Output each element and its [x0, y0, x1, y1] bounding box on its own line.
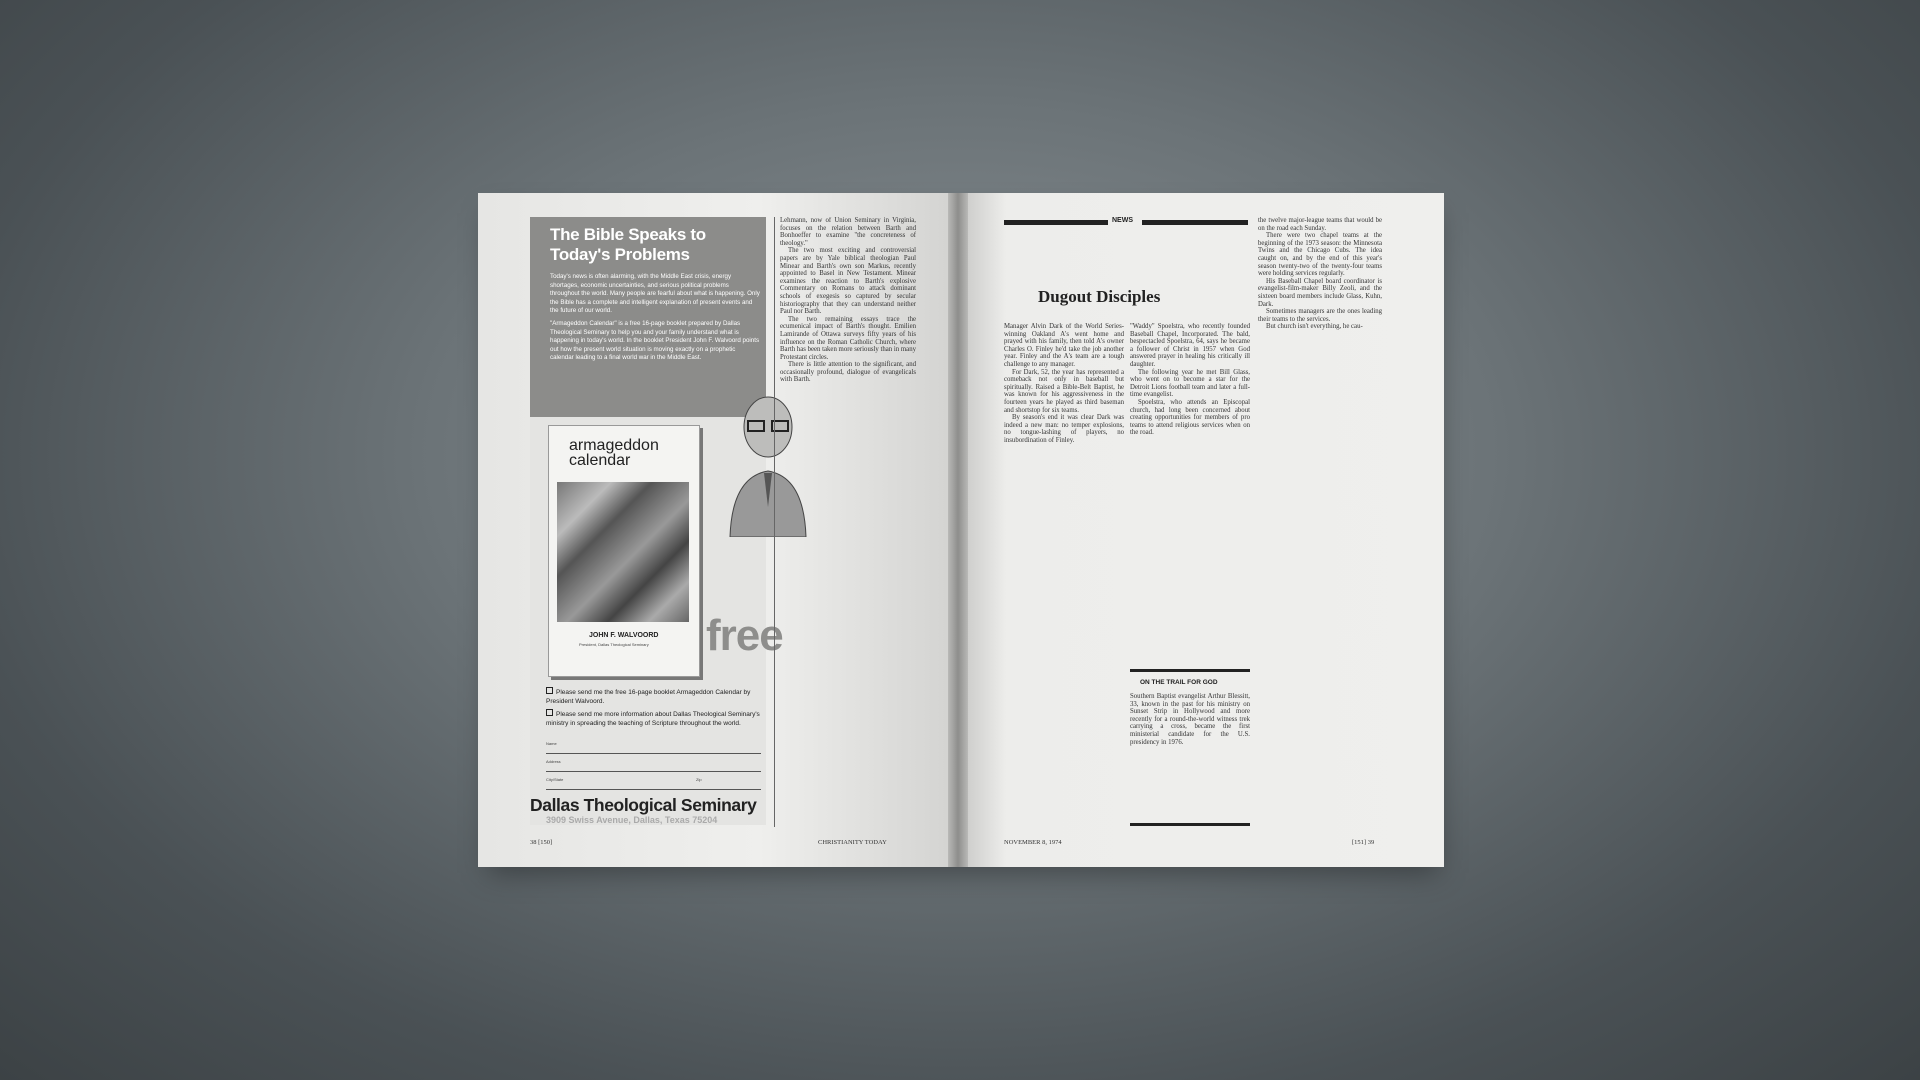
article-headline: Dugout Disciples — [1038, 287, 1161, 306]
name-field[interactable] — [546, 741, 761, 754]
article-paragraph: By season's end it was clear Dark was indeed a new man: no temper explosions, no tongue-lashing of players, no insubordination of Finley. — [1004, 414, 1124, 444]
coupon-option-text: Please send me more information about Dallas Theological Seminary's ministry in spreading the teaching of Scripture throughout the world. — [546, 711, 760, 727]
ad-title: The Bible Speaks to Today's Problems — [550, 225, 706, 264]
section-label: NEWS — [1112, 217, 1133, 224]
free-label: free — [706, 611, 783, 660]
news-column-2 — [1130, 323, 1250, 543]
seminary-name: Dallas Theological Seminary — [530, 795, 757, 815]
left-page — [478, 193, 948, 867]
sidebar-paragraph: Southern Baptist evangelist Arthur Blessitt, 33, known in the past for his ministry on Sunset Strip in Hollywood and more recently for a round-the-world witness trek carrying a cross, became the first ministerial candidate for the U.S. presidency in 1976. — [1130, 693, 1250, 746]
seminary-address: 3909 Swiss Avenue, Dallas, Texas 75204 — [546, 815, 718, 825]
coupon-option[interactable] — [546, 687, 761, 706]
checkbox-icon[interactable] — [546, 709, 553, 716]
name-label: Name — [546, 741, 557, 746]
column-rule — [774, 217, 775, 827]
booklet-author-title: President, Dallas Theological Seminary — [579, 642, 649, 647]
magazine-spread — [478, 193, 1444, 867]
article-paragraph: There were two chapel teams at the beginning of the 1973 season: the Minnesota Twins and the Chicago Cubs. The idea caught on, and by the end of this year's season twenty-two of the twenty-four teams were holding services regularly. — [1258, 232, 1382, 278]
coupon-checkboxes — [546, 687, 761, 731]
news-column-1 — [1004, 323, 1124, 823]
magazine-name: CHRISTIANITY TODAY — [818, 839, 887, 846]
coupon-option-text: Please send me the free 16-page booklet Armageddon Calendar by President Walvoord. — [546, 689, 751, 705]
ad-body-paragraph: Today's news is often alarming, with the Middle East crisis, energy shortages, economic uncertainties, and serious political problems throughout the world. Many people are fearful about what is happening. Only the Bible has a complete and intelligent explanation of present events and the future of our world. — [550, 273, 760, 315]
sidebar-rule-top — [1130, 669, 1250, 672]
checkbox-icon[interactable] — [546, 687, 553, 694]
zip-label: Zip — [696, 777, 702, 782]
page-number-right: [151] 39 — [1352, 839, 1375, 846]
article-paragraph: Spoelstra, who attends an Episcopal church, had long been concerned about creating opportunities for members of pro teams to attend religious services when on the road. — [1130, 398, 1250, 437]
article-column — [780, 217, 916, 829]
sidebar-heading: ON THE TRAIL FOR GOD — [1140, 679, 1218, 686]
address-field[interactable] — [546, 759, 761, 772]
armageddon-calendar-booklet — [548, 425, 700, 677]
news-rule-left — [1004, 220, 1108, 225]
issue-date: NOVEMBER 8, 1974 — [1004, 839, 1062, 846]
article-paragraph: Lehmann, now of Union Seminary in Virginia, focuses on the relation between Barth and Bonhoeffer to examine "the concreteness of theology." — [780, 217, 916, 247]
right-page — [968, 193, 1444, 867]
article-paragraph: "Waddy" Spoelstra, who recently founded Baseball Chapel, Incorporated. The bald, bespectacled Spoelstra, 64, says he became a follower of Christ in 1957 when God answered prayer in healing his critically ill daughter. — [1130, 323, 1250, 368]
article-paragraph: The two most exciting and controversial papers are by Yale biblical theologian Paul Minear and Barth's own son Markus, recently appointed to Basel in New Testament. Minear examines the reaction to Barth's explosive Commentary on Romans to attack dominant schools of exegesis so captured by secular historiography that they can understand neither Paul nor Barth. — [780, 247, 916, 316]
booklet-author: JOHN F. WALVOORD — [589, 632, 659, 639]
article-paragraph: For Dark, 52, the year has represented a comeback not only in baseball but spiritually. Raised a Bible-Belt Baptist, he was known for his aggressiveness in the fourteen years he played as third baseman and shortstop for six teams. — [1004, 368, 1124, 414]
news-rule-right — [1142, 220, 1248, 225]
page-number-left: 38 [150] — [530, 839, 553, 846]
ad-body-paragraph: "Armageddon Calendar" is a free 16-page booklet prepared by Dallas Theological Seminary to help you and your family understand what is happening in today's world. In the booklet President John F. Walvoord points out how the present world situation is moving exactly on a prophetic calendar leading to a final world war in the Middle East. — [550, 319, 760, 362]
article-paragraph: The two remaining essays trace the ecumenical impact of Barth's thought. Emilien Lamirande of Ottawa surveys fifty years of his influence on the Roman Catholic Church, where Barth has been taken more seriously than in many Protestant circles. — [780, 315, 916, 361]
booklet-title: armageddon calendar — [569, 437, 659, 469]
news-column-3 — [1258, 217, 1382, 829]
city-label: City/State — [546, 777, 564, 782]
address-label: Address — [546, 759, 561, 764]
article-paragraph: There is little attention to the significant, and occasionally profound, dialogue of evangelicals with Barth. — [780, 361, 916, 384]
sidebar-rule-bottom — [1130, 823, 1250, 826]
sidebar-body — [1130, 693, 1250, 819]
article-paragraph: the twelve major-league teams that would be on the road each Sunday. — [1258, 217, 1382, 232]
booklet-cover-photo — [557, 482, 689, 622]
article-paragraph: The following year he met Bill Glass, who went on to become a star for the Detroit Lions football team and later a full-time evangelist. — [1130, 368, 1250, 399]
article-paragraph: Sometimes managers are the ones leading their teams to the services. — [1258, 308, 1382, 323]
spine-gutter — [948, 193, 968, 867]
article-paragraph: His Baseball Chapel board coordinator is evangelist-film-maker Billy Zeoli, and the sixteen board members include Glass, Kuhn, Dark. — [1258, 277, 1382, 308]
ad-body — [550, 273, 760, 367]
article-paragraph: But church isn't everything, he cau- — [1266, 323, 1363, 331]
coupon-option[interactable] — [546, 709, 761, 728]
seminary-advertisement — [530, 217, 783, 825]
city-field[interactable] — [546, 777, 761, 790]
article-paragraph: Manager Alvin Dark of the World Series-winning Oakland A's went home and prayed with his family, then told A's owner Charles O. Finley he'd take the job another year. Finley and the A's team are a tough challenge to any manager. — [1004, 323, 1124, 368]
